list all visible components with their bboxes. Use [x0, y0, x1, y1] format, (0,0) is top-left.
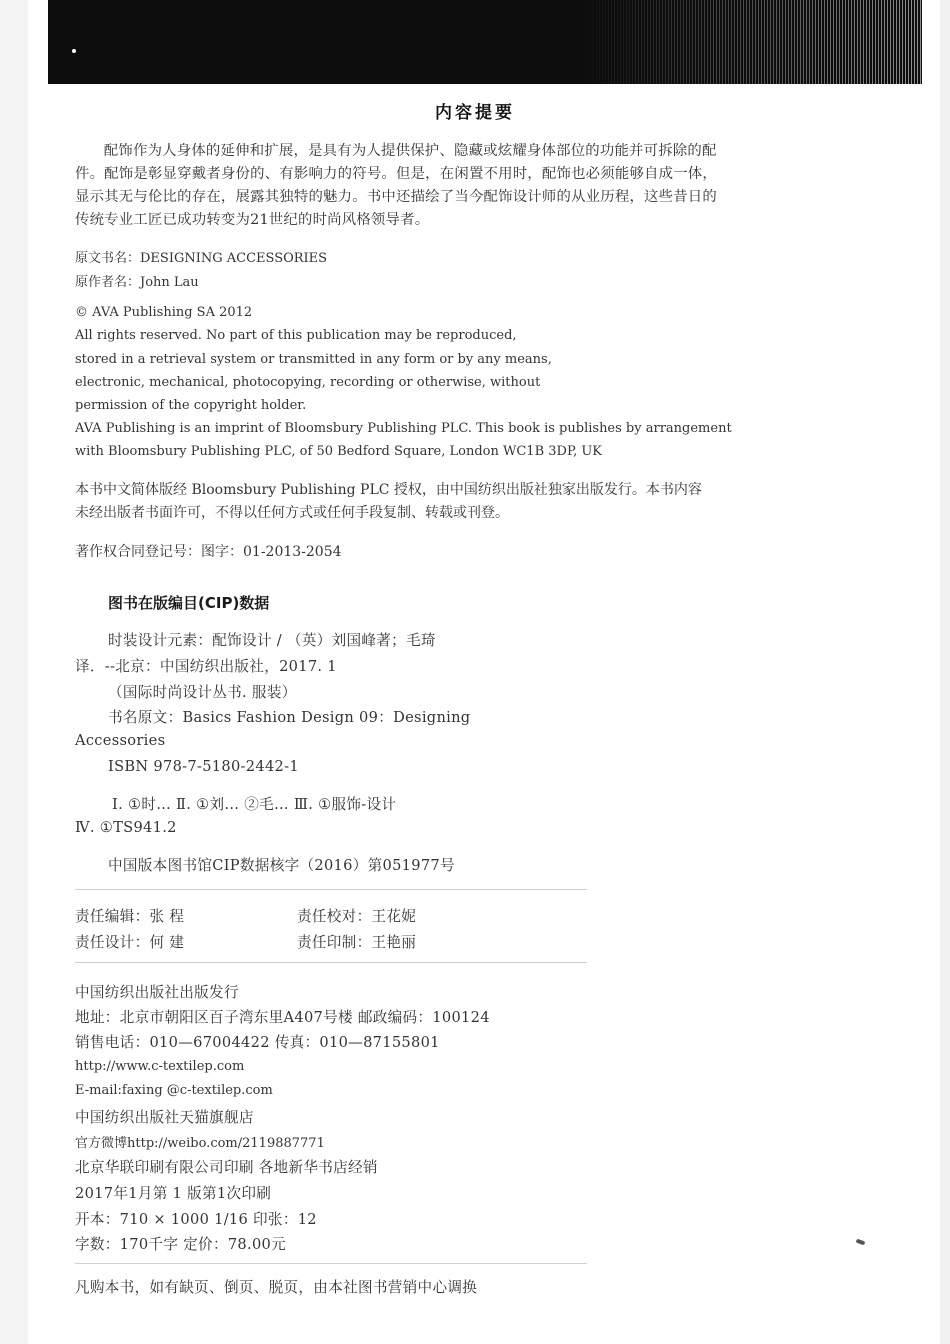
publisher-phone: 销售电话：010—67004422 传真：010—87155801: [75, 1034, 440, 1051]
top-band-stripes: [582, 0, 922, 84]
staff-printing: 责任印制：王艳丽: [297, 934, 417, 951]
publisher-email: E-mail:faxing @c-textilep.com: [75, 1083, 273, 1098]
cip-classification: Ⅰ. ①时… Ⅱ. ①刘… ②毛… Ⅲ. ①服饰-设计: [112, 796, 397, 813]
top-black-band: [48, 0, 922, 84]
copyright-line: AVA Publishing is an imprint of Bloomsbury Publishing PLC. This book is publishes by arrangement: [75, 421, 732, 436]
cip-record-number: 中国版本图书馆CIP数据核字（2016）第051977号: [108, 857, 455, 874]
staff-designer: 责任设计：何 建: [75, 934, 185, 951]
cip-line: 时装设计元素：配饰设计 / （英）刘国峰著；毛琦: [108, 632, 436, 649]
cip-isbn: ISBN 978-7-5180-2442-1: [108, 758, 299, 775]
cip-line: 译．--北京：中国纺织出版社，2017. 1: [75, 658, 337, 675]
publisher-weibo: 官方微博http://weibo.com/2119887771: [75, 1136, 325, 1151]
divider: [75, 1263, 587, 1264]
footer-notice: 凡购本书，如有缺页、倒页、脱页，由本社图书营销中心调换: [75, 1279, 478, 1296]
publisher-line: 中国纺织出版社出版发行: [75, 984, 239, 1001]
cip-classification: Ⅳ. ①TS941.2: [75, 819, 177, 836]
original-title-line: 原文书名：DESIGNING ACCESSORIES: [75, 251, 328, 266]
divider: [75, 962, 587, 963]
staff-editor: 责任编辑：张 程: [75, 908, 185, 925]
price-line: 字数：170千字 定价：78.00元: [75, 1236, 287, 1253]
staff-proofreader: 责任校对：王花妮: [297, 908, 417, 925]
edition-line: 2017年1月第 1 版第1次印刷: [75, 1185, 272, 1202]
registration-number: 著作权合同登记号：图字：01-2013-2054: [75, 544, 342, 560]
license-line: 未经出版者书面许可，不得以任何方式或任何手段复制、转载或刊登。: [75, 505, 509, 521]
publisher-address: 地址：北京市朝阳区百子湾东里A407号楼 邮政编码：100124: [75, 1009, 490, 1026]
cip-line: Accessories: [75, 732, 166, 749]
top-band-dot: [72, 49, 76, 53]
copyright-line: stored in a retrieval system or transmitted in any form or by any means,: [75, 352, 552, 367]
copyright-line: All rights reserved. No part of this publication may be reproduced,: [75, 328, 517, 343]
summary-paragraph: 配饰作为人身体的延伸和扩展，是具有为人提供保护、隐藏或炫耀身体部位的功能并可拆除的配件。配饰是彰显穿戴者身份的、有影响力的符号。但是，在闲置不用时，配饰也必须能够自成一体，显示其无与伦比的存在，展露其独特的魅力。书中还描绘了当今配饰设计师的从业历程，这些昔日的传统专业工匠已成功转变为21世纪的时尚风格领导者。: [75, 143, 717, 228]
publisher-store: 中国纺织出版社天猫旗舰店: [75, 1109, 254, 1126]
summary-heading: 内容提要: [435, 103, 515, 123]
license-line: 本书中文简体版经 Bloomsbury Publishing PLC 授权，由中国纺织出版社独家出版发行。本书内容: [75, 482, 702, 498]
cip-heading: 图书在版编目(CIP)数据: [108, 594, 270, 612]
format-line: 开本：710 × 1000 1/16 印张：12: [75, 1211, 317, 1228]
printer-line: 北京华联印刷有限公司印刷 各地新华书店经销: [75, 1159, 378, 1176]
publisher-website: http://www.c-textilep.com: [75, 1059, 245, 1074]
copyright-line: electronic, mechanical, photocopying, recording or otherwise, without: [75, 375, 541, 390]
divider: [75, 889, 587, 890]
copyright-line: © AVA Publishing SA 2012: [75, 305, 253, 320]
cip-line: （国际时尚设计丛书. 服装）: [108, 684, 297, 701]
scan-edge-right: [940, 0, 950, 1344]
original-author-line: 原作者名：John Lau: [75, 275, 199, 290]
scan-edge-left: [0, 0, 28, 1344]
cip-line: 书名原文：Basics Fashion Design 09：Designing: [108, 709, 471, 726]
copyright-line: permission of the copyright holder.: [75, 398, 307, 413]
copyright-line: with Bloomsbury Publishing PLC, of 50 Bedford Square, London WC1B 3DP, UK: [75, 444, 603, 459]
